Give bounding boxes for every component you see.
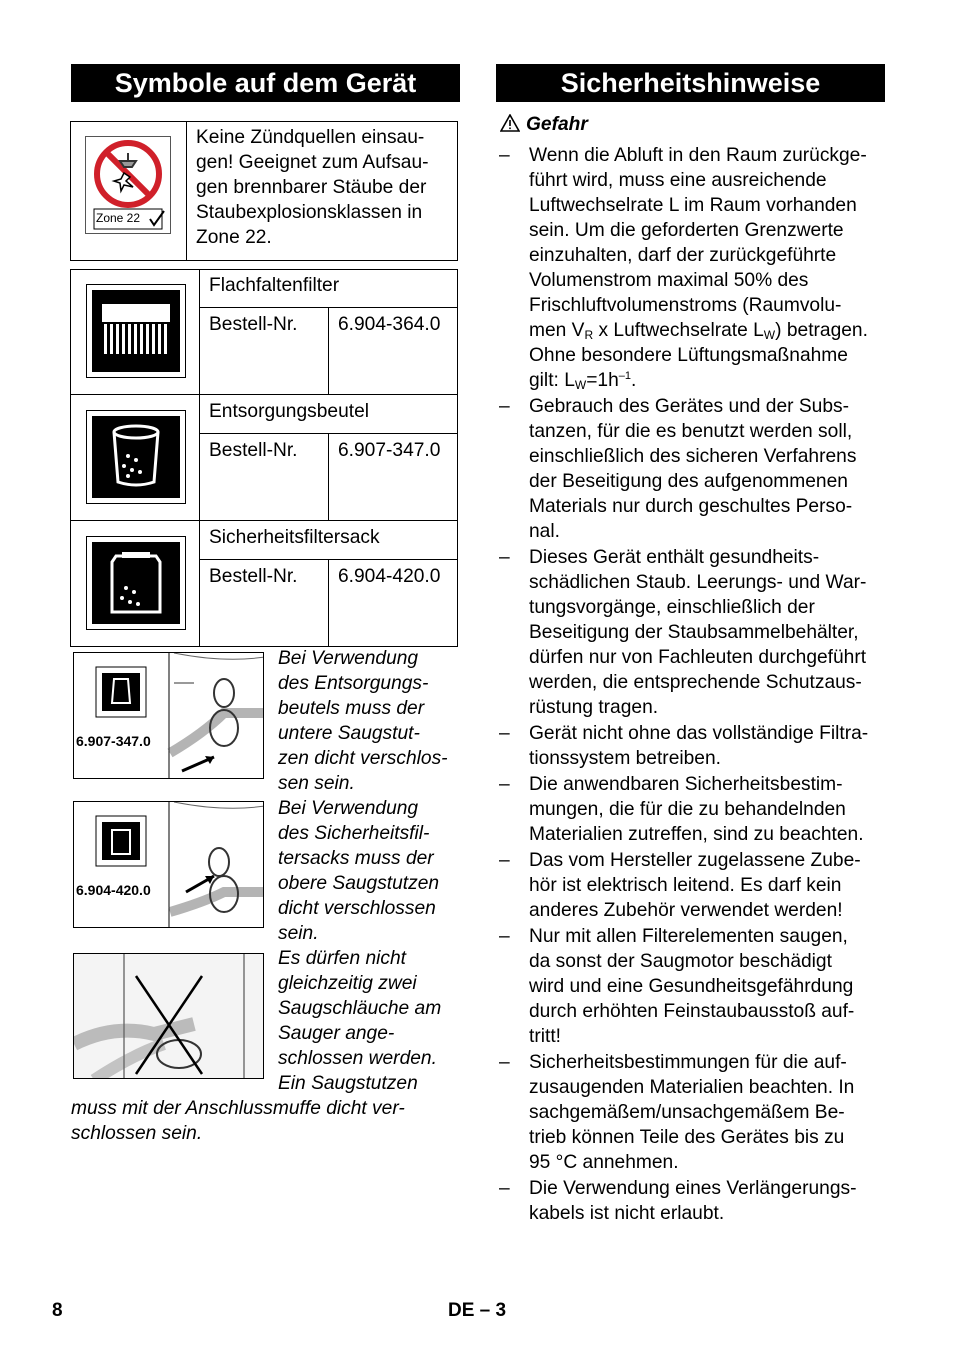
rule-item: – Nur mit allen Filterelementen saugen, da sonst der Saugmotor beschädigt wird und eine Gesundheitsgefährdung durch erhöhten Feinstaubausstoß auf- tritt!: [499, 926, 855, 1047]
order-number-3: 6.904-420.0: [338, 566, 441, 587]
no-ignition-sign-icon: [85, 136, 171, 234]
danger-heading: Gefahr: [500, 114, 588, 138]
order-number-2: 6.907-347.0: [338, 440, 441, 461]
photo-code-2: 6.904-420.0: [76, 882, 151, 898]
rule-item: – Das vom Hersteller zugelassene Zube- hör ist elektrisch leitend. Es darf kein anderes Zubehör verwendet werden!: [499, 850, 861, 921]
warning-text: Keine Zündquellen einsau- gen! Geeignet zum Aufsau- gen brennbarer Stäube der Staubexplosionsklassen in Zone 22.: [196, 127, 429, 248]
disposal-bag-icon: [86, 410, 186, 504]
flat-pleated-filter-icon: [86, 284, 186, 378]
order-label-2: Bestell-Nr.: [209, 440, 298, 461]
rule-item: – Sicherheitsbestimmungen für die auf- zusaugenden Materialien beachten. In sachgemäßem/unsachgemäßem Be- trieb können Teile des Gerätes bis zu 95 °C annehmen.: [499, 1052, 855, 1173]
note-two-hoses-tail: muss mit der Anschlussmuffe dicht ver- schlossen sein.: [71, 1098, 405, 1144]
photo-two-hoses-crossed: [73, 953, 264, 1079]
rule-item: – Die Verwendung eines Verlängerungs- kabels ist nicht erlaubt.: [499, 1178, 857, 1224]
part-name-2: Entsorgungsbeutel: [209, 401, 370, 422]
part-name-3: Sicherheitsfiltersack: [209, 527, 380, 548]
warning-triangle-icon: [500, 114, 520, 138]
note-safety-filter: Bei Verwendung des Sicherheitsfil- tersacks muss der obere Saugstutzen dicht verschlossen sein.: [278, 798, 440, 944]
rule-item: – Gebrauch des Gerätes und der Subs- tanzen, für die es benutzt werden soll, einschließlich des sicheren Verfahrens der Beseitigung des aufgenommenen Materials nur durch geschultes Perso- nal.: [499, 396, 857, 542]
note-two-hoses: Es dürfen nicht gleichzeitig zwei Saugschläuche am Sauger ange- schlossen werden. Ein Saugstutzen: [278, 948, 442, 1094]
note-disposal-bag: Bei Verwendung des Entsorgungs- beutels muss der untere Saugstut- zen dicht verschlos- sen sein.: [278, 648, 448, 794]
rule-item: – Wenn die Abluft in den Raum zurückge- führt wird, muss eine ausreichende Luftwechselrate L im Raum vorhanden sein. Um die geforderten Grenzwerte einzuhalten, darf der zurückgeführte Volumenstrom maximal 50% des Frischluftvolumenstroms (Raumvolu- men $V_R$ x Luftwechselrate $L_W$) betragen. Ohne besondere Lüftungsmaßnahme gilt: $L_W=1h^{-1}$.: [499, 145, 868, 392]
zone-label: Zone 22: [96, 211, 141, 225]
order-number-1: 6.904-364.0: [338, 314, 441, 335]
photo-safety-filter-connection: [73, 801, 264, 928]
section-title-symbols: Symbole auf dem Gerät: [71, 64, 460, 102]
photo-disposal-bag-connection: [73, 652, 264, 779]
rule-item: – Gerät nicht ohne das vollständige Filtra- tionssystem betreiben.: [499, 723, 869, 769]
safety-filter-bag-icon: [86, 536, 186, 630]
page-number: 8: [52, 1300, 63, 1321]
section-page-label: DE – 3: [448, 1300, 507, 1321]
rule-item: – Dieses Gerät enthält gesundheits- schädlichen Staub. Leerungs- und War- tungsvorgänge, einschließlich der Beseitigung der Staubsammelbehälter, dürfen nur von Fachleuten durchgeführt werden, die entsprechende Schutzaus- rüstung tragen.: [499, 547, 867, 718]
safety-rules-list: [496, 143, 888, 1227]
part-name-1: Flachfaltenfilter: [209, 275, 340, 296]
order-label-3: Bestell-Nr.: [209, 566, 298, 587]
order-label-1: Bestell-Nr.: [209, 314, 298, 335]
rule-item: – Die anwendbaren Sicherheitsbestim- mungen, die für die zu behandelnden Materialien zutreffen, sind zu beachten.: [499, 774, 864, 845]
section-title-safety: Sicherheitshinweise: [496, 64, 885, 102]
photo-code-1: 6.907-347.0: [76, 733, 151, 749]
